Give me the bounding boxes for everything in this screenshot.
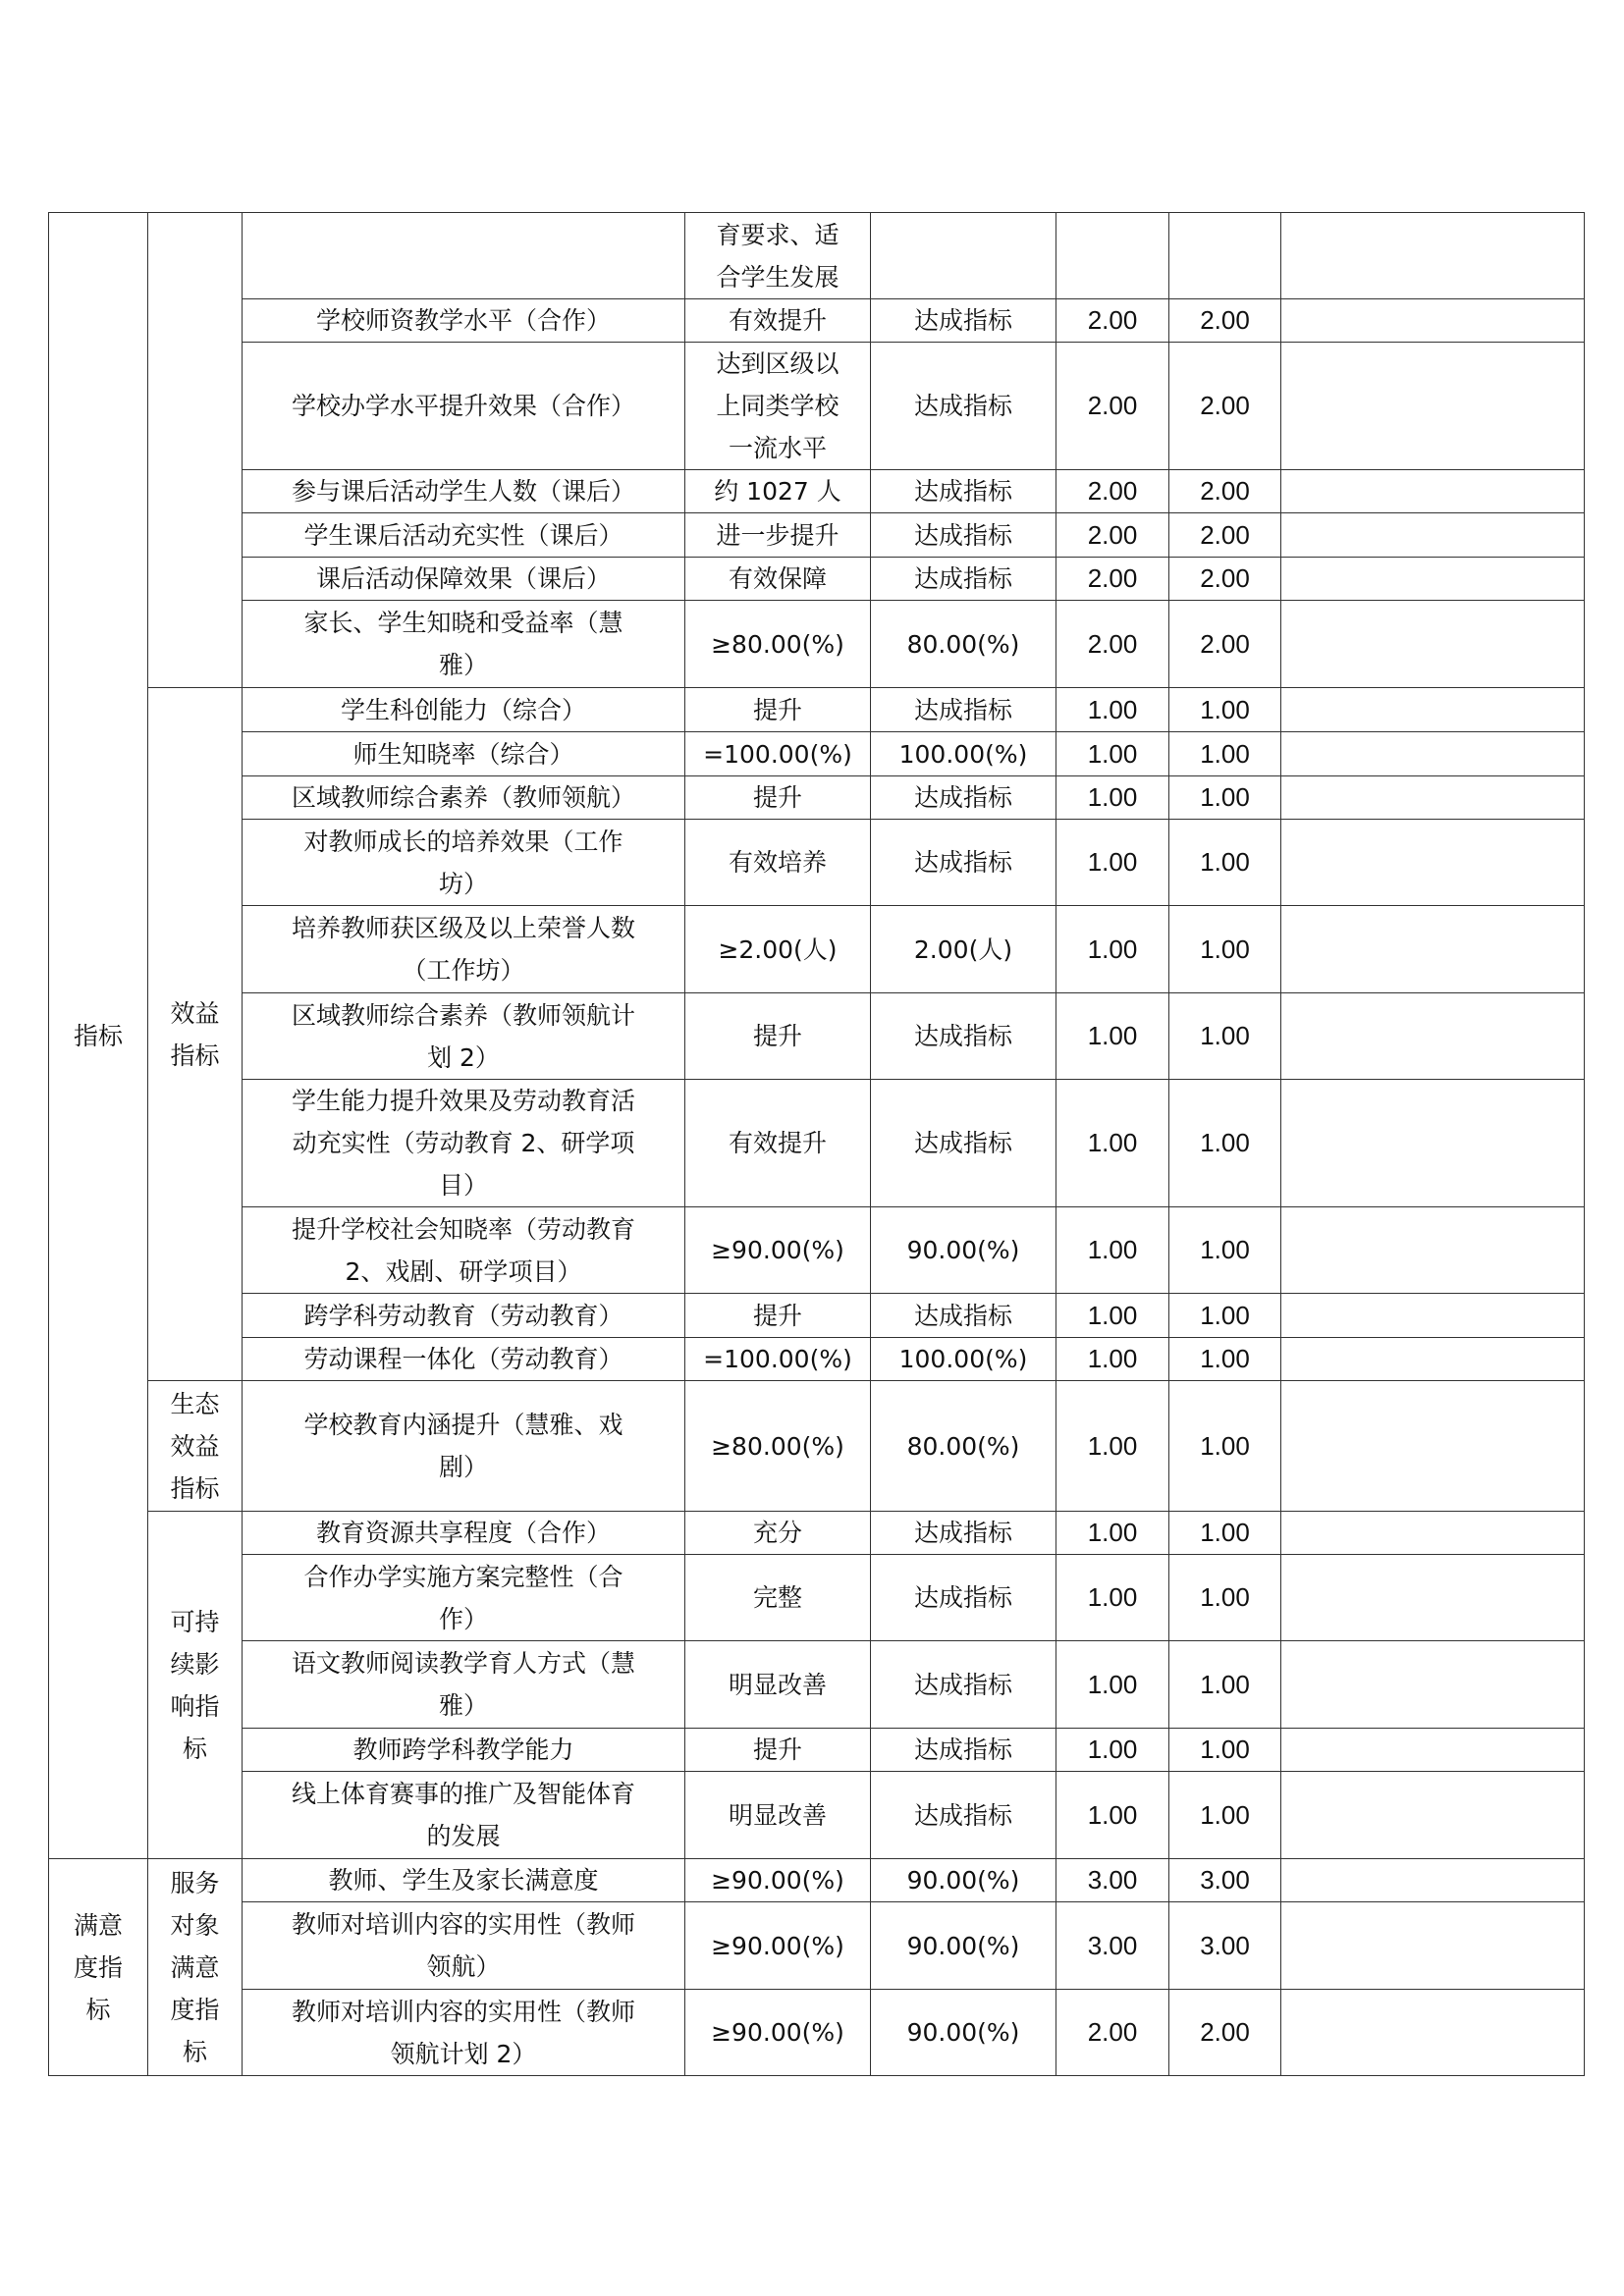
indicator-name-cell: 培养教师获区级及以上荣誉人数 （工作坊） xyxy=(243,906,685,993)
indicator-name-cell xyxy=(243,213,685,299)
indicator-name-cell: 学生能力提升效果及劳动教育活 动充实性（劳动教育 2、研学项 目） xyxy=(243,1080,685,1207)
note-cell xyxy=(1281,1990,1585,2076)
score-cell: 1.00 xyxy=(1169,1080,1281,1207)
indicator-name-cell: 教师对培训内容的实用性（教师 领航计划 2） xyxy=(243,1990,685,2076)
indicator-name-cell: 师生知晓率（综合） xyxy=(243,732,685,776)
table-row xyxy=(49,1207,1585,1294)
weight-cell: 1.00 xyxy=(1056,1512,1169,1555)
note-cell xyxy=(1281,776,1585,820)
weight-cell: 1.00 xyxy=(1056,906,1169,993)
score-cell: 1.00 xyxy=(1169,1207,1281,1294)
note-cell xyxy=(1281,732,1585,776)
score-cell: 1.00 xyxy=(1169,1641,1281,1729)
note-cell xyxy=(1281,688,1585,732)
table-row xyxy=(49,299,1585,343)
weight-cell: 1.00 xyxy=(1056,776,1169,820)
target-value-cell: 约 1027 人 xyxy=(685,470,871,513)
table-row xyxy=(49,213,1585,299)
weight-cell xyxy=(1056,213,1169,299)
target-value-cell: 有效提升 xyxy=(685,1080,871,1207)
note-cell xyxy=(1281,1512,1585,1555)
actual-value-cell: 80.00(%) xyxy=(871,1381,1056,1512)
weight-cell: 1.00 xyxy=(1056,1294,1169,1338)
indicator-name-cell: 课后活动保障效果（课后） xyxy=(243,558,685,601)
actual-value-cell: 达成指标 xyxy=(871,558,1056,601)
indicator-name-cell: 对教师成长的培养效果（工作 坊） xyxy=(243,820,685,906)
score-cell: 2.00 xyxy=(1169,299,1281,343)
actual-value-cell: 100.00(%) xyxy=(871,732,1056,776)
actual-value-cell: 100.00(%) xyxy=(871,1338,1056,1381)
table-row xyxy=(49,1338,1585,1381)
note-cell xyxy=(1281,513,1585,558)
table-body xyxy=(49,213,1585,2076)
level2-category-cell: 可持 续影 响指 标 xyxy=(148,1512,243,1859)
weight-cell: 2.00 xyxy=(1056,558,1169,601)
level2-category-cell: 生态 效益 指标 xyxy=(148,1381,243,1512)
table-row xyxy=(49,1294,1585,1338)
target-value-cell: ≥80.00(%) xyxy=(685,1381,871,1512)
target-value-cell: 提升 xyxy=(685,1729,871,1772)
target-value-cell: ≥90.00(%) xyxy=(685,1859,871,1902)
weight-cell: 1.00 xyxy=(1056,820,1169,906)
table-row xyxy=(49,1641,1585,1729)
target-value-cell: ≥90.00(%) xyxy=(685,1207,871,1294)
performance-indicator-table-page xyxy=(48,212,1584,2091)
actual-value-cell: 达成指标 xyxy=(871,776,1056,820)
level2-category-cell: 服务 对象 满意 度指 标 xyxy=(148,1859,243,2076)
weight-cell: 1.00 xyxy=(1056,1555,1169,1641)
indicator-name-cell: 参与课后活动学生人数（课后） xyxy=(243,470,685,513)
table-row xyxy=(49,1729,1585,1772)
indicator-name-cell: 跨学科劳动教育（劳动教育） xyxy=(243,1294,685,1338)
weight-cell: 1.00 xyxy=(1056,1338,1169,1381)
table-row xyxy=(49,732,1585,776)
score-cell: 1.00 xyxy=(1169,776,1281,820)
indicator-name-cell: 劳动课程一体化（劳动教育） xyxy=(243,1338,685,1381)
indicator-name-cell: 提升学校社会知晓率（劳动教育 2、戏剧、研学项目） xyxy=(243,1207,685,1294)
target-value-cell: ≥80.00(%) xyxy=(685,601,871,688)
indicator-name-cell: 语文教师阅读教学育人方式（慧 雅） xyxy=(243,1641,685,1729)
weight-cell: 1.00 xyxy=(1056,688,1169,732)
actual-value-cell: 达成指标 xyxy=(871,470,1056,513)
actual-value-cell xyxy=(871,213,1056,299)
level2-category-cell xyxy=(148,213,243,688)
indicator-name-cell: 教师、学生及家长满意度 xyxy=(243,1859,685,1902)
score-cell: 1.00 xyxy=(1169,1512,1281,1555)
table-row xyxy=(49,906,1585,993)
weight-cell: 1.00 xyxy=(1056,732,1169,776)
actual-value-cell: 达成指标 xyxy=(871,1641,1056,1729)
actual-value-cell: 90.00(%) xyxy=(871,1859,1056,1902)
target-value-cell: 提升 xyxy=(685,1294,871,1338)
target-value-cell: 达到区级以 上同类学校 一流水平 xyxy=(685,343,871,470)
score-cell: 2.00 xyxy=(1169,513,1281,558)
note-cell xyxy=(1281,1381,1585,1512)
note-cell xyxy=(1281,1080,1585,1207)
actual-value-cell: 80.00(%) xyxy=(871,601,1056,688)
table-row xyxy=(49,1772,1585,1859)
actual-value-cell: 达成指标 xyxy=(871,1772,1056,1859)
score-cell: 1.00 xyxy=(1169,1294,1281,1338)
note-cell xyxy=(1281,470,1585,513)
note-cell xyxy=(1281,1555,1585,1641)
score-cell: 2.00 xyxy=(1169,470,1281,513)
score-cell: 1.00 xyxy=(1169,1729,1281,1772)
weight-cell: 1.00 xyxy=(1056,1381,1169,1512)
score-cell xyxy=(1169,213,1281,299)
note-cell xyxy=(1281,906,1585,993)
weight-cell: 3.00 xyxy=(1056,1902,1169,1990)
table-row xyxy=(49,1381,1585,1512)
score-cell: 1.00 xyxy=(1169,993,1281,1080)
note-cell xyxy=(1281,1338,1585,1381)
actual-value-cell: 2.00(人) xyxy=(871,906,1056,993)
score-cell: 3.00 xyxy=(1169,1902,1281,1990)
weight-cell: 3.00 xyxy=(1056,1859,1169,1902)
note-cell xyxy=(1281,343,1585,470)
weight-cell: 1.00 xyxy=(1056,993,1169,1080)
actual-value-cell: 达成指标 xyxy=(871,299,1056,343)
note-cell xyxy=(1281,601,1585,688)
actual-value-cell: 90.00(%) xyxy=(871,1990,1056,2076)
indicator-name-cell: 线上体育赛事的推广及智能体育 的发展 xyxy=(243,1772,685,1859)
indicator-name-cell: 学校办学水平提升效果（合作） xyxy=(243,343,685,470)
target-value-cell: ≥90.00(%) xyxy=(685,1990,871,2076)
indicator-name-cell: 学生科创能力（综合） xyxy=(243,688,685,732)
actual-value-cell: 达成指标 xyxy=(871,993,1056,1080)
table-row xyxy=(49,1990,1585,2076)
weight-cell: 2.00 xyxy=(1056,470,1169,513)
note-cell xyxy=(1281,558,1585,601)
target-value-cell: 完整 xyxy=(685,1555,871,1641)
table-row xyxy=(49,558,1585,601)
indicator-name-cell: 教师对培训内容的实用性（教师 领航） xyxy=(243,1902,685,1990)
weight-cell: 1.00 xyxy=(1056,1729,1169,1772)
table-row xyxy=(49,1555,1585,1641)
target-value-cell: =100.00(%) xyxy=(685,732,871,776)
table-row xyxy=(49,1512,1585,1555)
table-row xyxy=(49,343,1585,470)
target-value-cell: ≥2.00(人) xyxy=(685,906,871,993)
indicator-name-cell: 区域教师综合素养（教师领航） xyxy=(243,776,685,820)
table-row xyxy=(49,601,1585,688)
weight-cell: 1.00 xyxy=(1056,1641,1169,1729)
note-cell xyxy=(1281,820,1585,906)
score-cell: 1.00 xyxy=(1169,732,1281,776)
target-value-cell: 提升 xyxy=(685,688,871,732)
score-cell: 1.00 xyxy=(1169,1555,1281,1641)
note-cell xyxy=(1281,993,1585,1080)
score-cell: 2.00 xyxy=(1169,343,1281,470)
note-cell xyxy=(1281,1641,1585,1729)
actual-value-cell: 达成指标 xyxy=(871,343,1056,470)
score-cell: 1.00 xyxy=(1169,688,1281,732)
actual-value-cell: 达成指标 xyxy=(871,1294,1056,1338)
actual-value-cell: 达成指标 xyxy=(871,688,1056,732)
target-value-cell: 有效提升 xyxy=(685,299,871,343)
actual-value-cell: 达成指标 xyxy=(871,1080,1056,1207)
target-value-cell: 有效培养 xyxy=(685,820,871,906)
note-cell xyxy=(1281,299,1585,343)
target-value-cell: =100.00(%) xyxy=(685,1338,871,1381)
table-row xyxy=(49,688,1585,732)
actual-value-cell: 达成指标 xyxy=(871,1555,1056,1641)
actual-value-cell: 达成指标 xyxy=(871,513,1056,558)
performance-indicator-table xyxy=(48,212,1585,2076)
table-row xyxy=(49,820,1585,906)
score-cell: 1.00 xyxy=(1169,1381,1281,1512)
table-row xyxy=(49,1859,1585,1902)
table-row xyxy=(49,513,1585,558)
indicator-name-cell: 教师跨学科教学能力 xyxy=(243,1729,685,1772)
target-value-cell: 明显改善 xyxy=(685,1772,871,1859)
indicator-name-cell: 学生课后活动充实性（课后） xyxy=(243,513,685,558)
indicator-name-cell: 学校教育内涵提升（慧雅、戏 剧） xyxy=(243,1381,685,1512)
note-cell xyxy=(1281,1294,1585,1338)
actual-value-cell: 90.00(%) xyxy=(871,1902,1056,1990)
table-row xyxy=(49,776,1585,820)
weight-cell: 2.00 xyxy=(1056,299,1169,343)
weight-cell: 2.00 xyxy=(1056,343,1169,470)
target-value-cell: 育要求、适 合学生发展 xyxy=(685,213,871,299)
score-cell: 3.00 xyxy=(1169,1859,1281,1902)
target-value-cell: 进一步提升 xyxy=(685,513,871,558)
target-value-cell: 提升 xyxy=(685,776,871,820)
score-cell: 1.00 xyxy=(1169,906,1281,993)
score-cell: 1.00 xyxy=(1169,1338,1281,1381)
weight-cell: 2.00 xyxy=(1056,601,1169,688)
level1-category-cell: 指标 xyxy=(49,213,148,1859)
indicator-name-cell: 学校师资教学水平（合作） xyxy=(243,299,685,343)
actual-value-cell: 达成指标 xyxy=(871,1512,1056,1555)
table-row xyxy=(49,1902,1585,1990)
weight-cell: 2.00 xyxy=(1056,513,1169,558)
score-cell: 2.00 xyxy=(1169,558,1281,601)
level1-category-cell: 满意 度指 标 xyxy=(49,1859,148,2076)
indicator-name-cell: 家长、学生知晓和受益率（慧 雅） xyxy=(243,601,685,688)
score-cell: 2.00 xyxy=(1169,1990,1281,2076)
note-cell xyxy=(1281,1207,1585,1294)
weight-cell: 2.00 xyxy=(1056,1990,1169,2076)
note-cell xyxy=(1281,1772,1585,1859)
score-cell: 1.00 xyxy=(1169,820,1281,906)
table-row xyxy=(49,993,1585,1080)
score-cell: 1.00 xyxy=(1169,1772,1281,1859)
score-cell: 2.00 xyxy=(1169,601,1281,688)
target-value-cell: 充分 xyxy=(685,1512,871,1555)
table-row xyxy=(49,470,1585,513)
target-value-cell: 明显改善 xyxy=(685,1641,871,1729)
actual-value-cell: 达成指标 xyxy=(871,1729,1056,1772)
target-value-cell: 提升 xyxy=(685,993,871,1080)
weight-cell: 1.00 xyxy=(1056,1772,1169,1859)
indicator-name-cell: 教育资源共享程度（合作） xyxy=(243,1512,685,1555)
actual-value-cell: 达成指标 xyxy=(871,820,1056,906)
indicator-name-cell: 合作办学实施方案完整性（合 作） xyxy=(243,1555,685,1641)
note-cell xyxy=(1281,1902,1585,1990)
note-cell xyxy=(1281,213,1585,299)
level2-category-cell: 效益 指标 xyxy=(148,688,243,1381)
weight-cell: 1.00 xyxy=(1056,1080,1169,1207)
weight-cell: 1.00 xyxy=(1056,1207,1169,1294)
target-value-cell: 有效保障 xyxy=(685,558,871,601)
indicator-name-cell: 区域教师综合素养（教师领航计 划 2） xyxy=(243,993,685,1080)
note-cell xyxy=(1281,1729,1585,1772)
actual-value-cell: 90.00(%) xyxy=(871,1207,1056,1294)
table-row xyxy=(49,1080,1585,1207)
target-value-cell: ≥90.00(%) xyxy=(685,1902,871,1990)
note-cell xyxy=(1281,1859,1585,1902)
